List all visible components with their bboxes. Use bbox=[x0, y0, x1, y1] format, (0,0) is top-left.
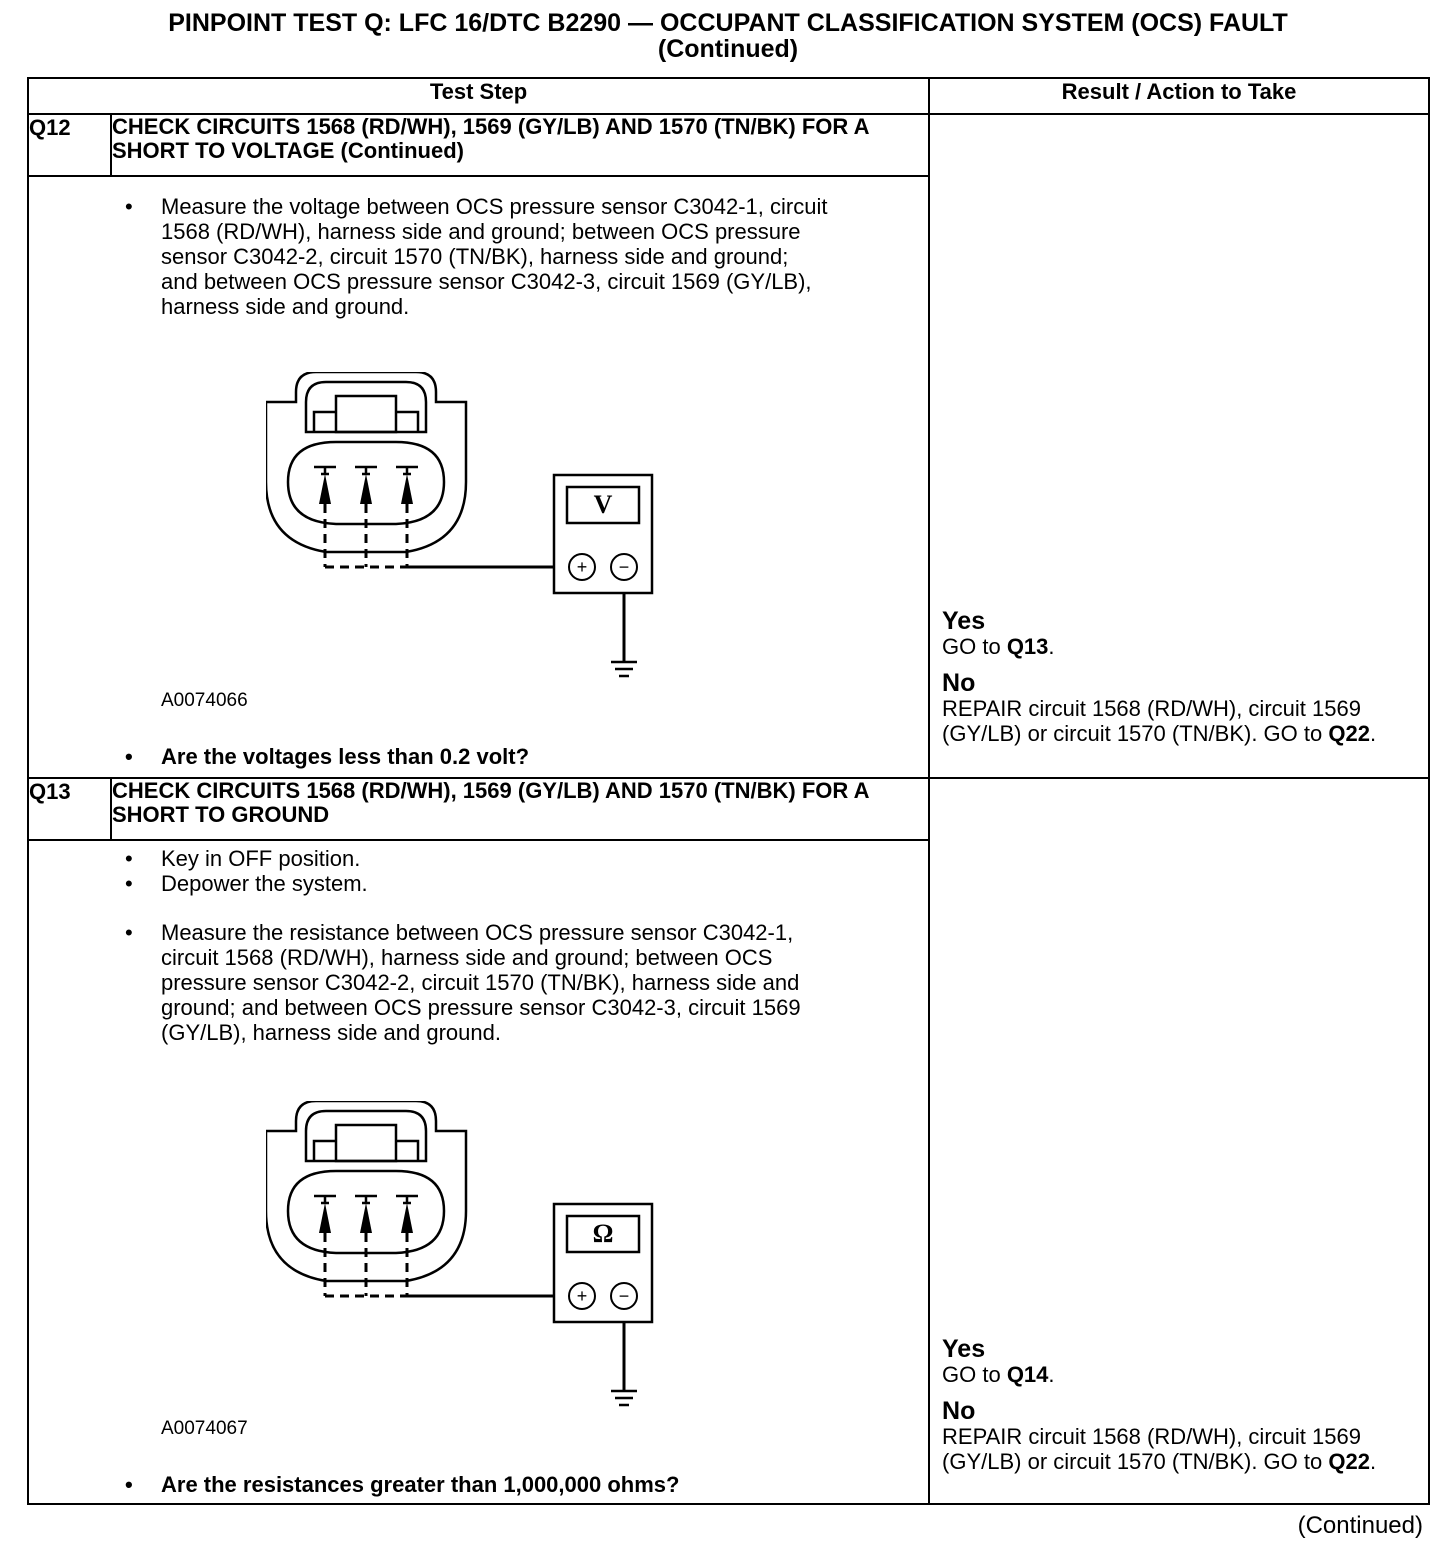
instruction-item: • Measure the voltage between OCS pressure sensor C3042-1, circuit 1568 (RD/WH), harness side and ground; between OCS pressure sensor C3042-2, circuit 1570 (TN/BK), harness side and ground; and between OCS pressure sensor C3042-3, circuit 1569 (GY/LB), harness side and ground. bbox=[29, 194, 829, 319]
instruction-item: • Key in OFF position. bbox=[29, 846, 829, 871]
header-test-step: Test Step bbox=[28, 78, 929, 114]
step-id-q12: Q12 bbox=[28, 114, 111, 176]
page-title bbox=[0, 10, 1456, 62]
result-cell-q13 bbox=[929, 778, 1429, 1504]
ground-icon bbox=[611, 662, 637, 676]
page-title-line2: (Continued) bbox=[657, 35, 799, 63]
instruction-list bbox=[29, 194, 829, 319]
probe-arrows-icon bbox=[319, 1203, 413, 1233]
step-title-q13: CHECK CIRCUITS 1568 (RD/WH), 1569 (GY/LB) AND 1570 (TN/BK) FOR A SHORT TO GROUND bbox=[111, 778, 929, 840]
header-result: Result / Action to Take bbox=[929, 78, 1429, 114]
meter-plus: + bbox=[576, 1286, 588, 1306]
question: • Are the voltages less than 0.2 volt? bbox=[29, 744, 829, 769]
no-target: Q22 bbox=[1328, 721, 1370, 746]
voltmeter-diagram bbox=[266, 372, 686, 702]
ohmmeter-diagram bbox=[266, 1101, 686, 1431]
figure-id: A0074067 bbox=[161, 1418, 248, 1439]
instruction-item: • Measure the resistance between OCS pressure sensor C3042-1, circuit 1568 (RD/WH), harness side and ground; between OCS pressure sensor C3042-2, circuit 1570 (TN/BK), harness side and ground; and between OCS pressure sensor C3042-3, circuit 1569 (GY/LB), harness side and ground. bbox=[29, 920, 829, 1045]
figure-id: A0074066 bbox=[161, 690, 248, 711]
instruction-list bbox=[29, 920, 829, 1045]
yes-action: GO to Q13. bbox=[942, 634, 1055, 659]
continued-footer: (Continued) bbox=[1297, 1512, 1423, 1539]
yes-target: Q14 bbox=[1006, 1362, 1049, 1387]
result-yes-q12 bbox=[942, 608, 1418, 659]
no-label: No bbox=[942, 1397, 976, 1425]
step-id-q13: Q13 bbox=[28, 778, 111, 840]
meter-minus: − bbox=[618, 1286, 630, 1306]
no-action: REPAIR circuit 1568 (RD/WH), circuit 1569 (GY/LB) or circuit 1570 (TN/BK). GO to Q22. bbox=[942, 696, 1377, 746]
probe-arrows-icon bbox=[319, 474, 413, 504]
yes-action: GO to Q14. bbox=[942, 1362, 1055, 1387]
instruction-item: • Depower the system. bbox=[29, 871, 829, 896]
ohmmeter-icon bbox=[554, 1204, 652, 1322]
result-no-q12 bbox=[942, 670, 1418, 746]
voltmeter-icon bbox=[554, 475, 652, 593]
question-list bbox=[29, 744, 829, 769]
meter-symbol: Ω bbox=[592, 1219, 614, 1248]
step-body-q13 bbox=[28, 840, 929, 1504]
yes-target: Q13 bbox=[1006, 634, 1049, 659]
yes-label: Yes bbox=[942, 1335, 986, 1363]
meter-minus: − bbox=[618, 557, 630, 577]
pinpoint-test-table bbox=[27, 77, 1430, 1505]
step-title-q12: CHECK CIRCUITS 1568 (RD/WH), 1569 (GY/LB) AND 1570 (TN/BK) FOR A SHORT TO VOLTAGE (Continued) bbox=[111, 114, 929, 176]
no-action: REPAIR circuit 1568 (RD/WH), circuit 1569 (GY/LB) or circuit 1570 (TN/BK). GO to Q22. bbox=[942, 1424, 1377, 1474]
question-list bbox=[29, 1472, 829, 1497]
yes-label: Yes bbox=[942, 607, 986, 635]
no-target: Q22 bbox=[1328, 1449, 1370, 1474]
meter-symbol: V bbox=[593, 490, 613, 519]
instruction-list-pre bbox=[29, 846, 829, 896]
step-body-q12 bbox=[28, 176, 929, 778]
meter-plus: + bbox=[576, 557, 588, 577]
no-label: No bbox=[942, 669, 976, 697]
result-cell-q12 bbox=[929, 114, 1429, 778]
ground-icon bbox=[611, 1391, 637, 1405]
page-title-line1: PINPOINT TEST Q: LFC 16/DTC B2290 — OCCUPANT CLASSIFICATION SYSTEM (OCS) FAULT bbox=[168, 9, 1288, 37]
result-yes-q13 bbox=[942, 1336, 1418, 1387]
result-no-q13 bbox=[942, 1398, 1418, 1474]
question: • Are the resistances greater than 1,000,000 ohms? bbox=[29, 1472, 829, 1497]
